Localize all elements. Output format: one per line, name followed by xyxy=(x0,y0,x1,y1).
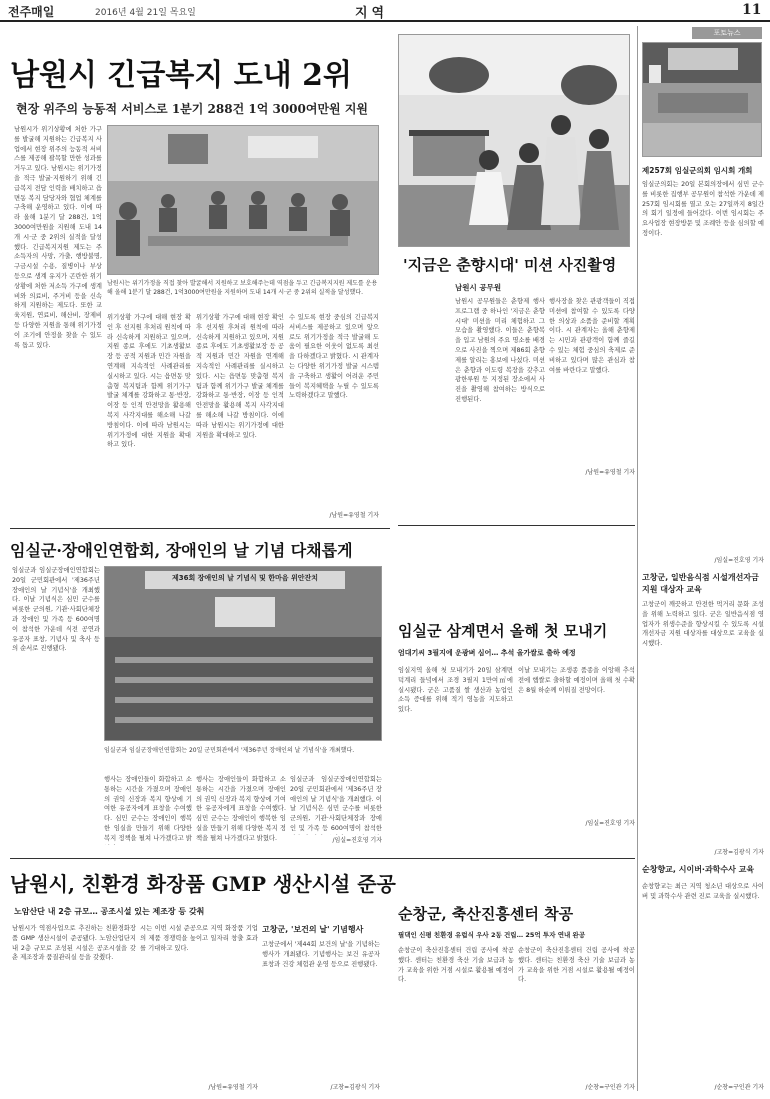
story7-subhead: 필댁인 신평 친환경 유럽식 우사 2동 건립… 25억 투자 연내 완공 xyxy=(398,931,586,939)
page-number: 11 xyxy=(742,2,762,18)
story2-col2: 행사장을 찾은 관광객들이 직접 미션에 참여할 수 있도록 다양한 의상과 소품을 준비할 계획이다. 시 관계자는 올해 춘향제는 시민과 관광객이 함께 즐길 수 있는 체험 중심의 축제로 준비하고 있다며 많은 관심과 참여를 바란다고 말했다. xyxy=(549,298,635,374)
section-name: 지역 xyxy=(355,6,389,21)
council-session-photo xyxy=(643,43,762,157)
story1-col2: 위기상황 가구에 대해 현장 확인 후 선지원 후처리 원칙에 따라 신속하게 지원하고 있으며, 지원 종료 후에도 기초생활보장 등 공적 지원과 민간 자원을 연계해 지속적인 사례관리를 실시하고 있다. 시는 읍면동 맞춤형 복지팀과 함께 위기가구 발굴 체계를 강화하고 통·반장, 이장 등 인적 안전망을 활용해 복지 사각지대를 해소해 나갈 방침이다. 이에 따라 남원시는 위기가정에 대한 지원을 확대하고 있다. xyxy=(107,314,191,449)
story2-photo xyxy=(398,34,630,247)
story3-col2: 행사는 장애인들이 화합하고 소통하는 시간을 가졌으며 장애인의 권익 신장과 복지 향상에 기여한 유공자에게 표창을 수여했다. 심민 군수는 장애인이 행복한 임실을 만들기 위해 다양한 복지 정책을 펼쳐 나가겠다고 밝 xyxy=(104,776,192,842)
sidebar-photo-caption: 제257회 임실군의회 임시회 개회 xyxy=(642,166,753,175)
story7-byline: /순창=구인관 기자 xyxy=(585,1084,635,1091)
story2-col1: 남원시 공무원들은 춘향제 행사 프로그램 중 하나인 '지금은 춘향시대' 미션을 미리 체험하고 그 모습을 촬영했다. 이들은 춘향복을 입고 남원의 주요 명소를 배경으로 사진을 찍으며 제86회 춘향제를 알리는 홍보에 나섰다. 미션은 춘향과 이도령 복장을 갖추고 광한루원 등 지정된 장소에서 사진을 촬영해 참여하는 방식으로 진행된다. xyxy=(455,298,545,403)
story7-headline: 순창군, 축산진흥센터 착공 xyxy=(398,905,574,923)
story6-col1: 고창군에서 '제44회 보건의 날'을 기념하는 행사가 개최됐다. 기념행사는 보건 유공자 표창과 건강 체험관 운영 등으로 진행됐다. xyxy=(262,941,380,968)
story5-col2: 시는 이번 시설 준공으로 지역 화장품 기업의 제품 경쟁력을 높이고 일자리 창출 효과를 기대하고 있다. xyxy=(140,925,258,952)
story5-col1: 남원시가 역점사업으로 추진하는 친환경화장품 GMP 생산시설이 준공됐다. 노암산업단지 내 2층 규모로 조성된 시설은 공조시설을 갖춘 제조장과 품질관리실 등을 갖췄다. xyxy=(12,925,136,962)
story3-col1: 임실군과 임실군장애인연합회는 20일 군민회관에서 '제36주년 장애인의 날 기념식'을 개최했다. 이날 기념식은 심민 군수를 비롯한 군의원, 기관·사회단체장과 장애인 및 가족 등 600여명이 참석한 가운데 식전 공연과 유공자 표창, 기념사 및 축사 등의 순서로 진행됐다. xyxy=(12,567,100,653)
masthead xyxy=(0,0,770,22)
sidebar-byline2: /고창=김광식 기자 xyxy=(714,849,764,856)
story4-col2: 이날 모내기는 조생종 품종을 이앙해 추석 전에 햅쌀로 출하할 예정이며 올해 첫 수확은 8월 하순께 이뤄질 전망이다. xyxy=(518,667,635,694)
story3-col3: 임실군과 임실군장애인연합회는 20일 군민회관에서 '제36주년 장애인의 날 기념식'을 개최했다. 이날 기념식은 심민 군수를 비롯한 군의원, 기관·사회단체장과 장애인 및 가족 등 600여명이 참석한 xyxy=(290,776,382,832)
photo-news-tag: 포토뉴스 xyxy=(692,27,762,39)
story3-banner: 제36회 장애인의 날 기념식 및 한마음 위안잔치 xyxy=(171,574,319,582)
story7-col2: 순창군이 축산진흥센터 건립 공사에 착공했다. 센터는 친환경 축산 기술 보급과 농가 교육을 위한 거점 시설로 활용될 예정이다. xyxy=(518,947,635,984)
story2-subhead: 남원시 공무원 xyxy=(455,283,502,292)
story4-headline: 임실군 삼계면서 올해 첫 모내기 xyxy=(398,622,608,640)
story1-col3: 수 있도록 현장 중심의 긴급복지 서비스를 제공하고 있으며 앞으로도 위기가정을 적극 발굴해 도움이 필요한 이웃이 없도록 최선을 다하겠다고 밝혔다. 시 관계자는 다양한 위기가정 발굴 시스템을 구축하고 생활이 어려운 주민들이 복지혜택을 누릴 수 있도록 노력하겠다고 말했다. xyxy=(289,314,379,400)
sidebar-col3: 순창향교는 최근 지역 청소년 대상으로 사이버 및 과학수사 관련 진로 교육을 실시했다. xyxy=(642,883,764,900)
story5-subhead: 노암산단 내 2층 규모… 공조시설 있는 제조장 등 갖춰 xyxy=(14,907,205,916)
story1-col1: 남원시가 위기상황에 처한 가구를 발굴해 지원하는 긴급복지 사업에서 현장 위주의 능동적 서비스를 제공해 괄목할 만한 성과를 거두고 있다. 남원시는 위기가정을 적극 발굴·지원하기 위해 긴급복지 전담 인력을 배치하고 읍면동 복지 담당자와 협업 체계를 구축해 운영하고 있다. 이에 따라 올해 1분기 달 288건, 1억3000여만원을 지원해 도내 14개 시·군 중 2위의 실적을 달성했다. 긴급복지지원 제도는 주 소득자의 사망, 가출, 행방불명, 구금시설 수용, 질병이나 부상 등으로 생계 유지가 곤란한 위기상황에 처한 저소득 가구에 생계비와 의료비, 주거비 등을 신속하게 지원하는 제도다. 또한 교육지원, 연료비, 해산비, 장제비 등 다양한 지원을 통해 위기가정이 조기에 안정을 찾을 수 있도록 돕고 있다. xyxy=(14,126,102,349)
newspaper-name: 전주매일 xyxy=(8,5,55,19)
story4-col1: 임실지역 올해 첫 모내기가 20일 삼계면 덕계리 들녘에서 조경 3필지 1만여㎡에 실시됐다. 군은 고품질 쌀 생산과 농업인 소득 증대를 위해 적기 영농을 지도하고 있다. xyxy=(398,667,513,714)
story1-byline: /남원=유영철 기자 xyxy=(329,512,379,519)
divider xyxy=(398,525,635,526)
story1-photo xyxy=(107,125,379,275)
sidebar-divider xyxy=(637,26,638,1091)
ceremony-hall-photo xyxy=(105,567,382,741)
story3-photo xyxy=(104,566,382,741)
issue-date: 2016년 4월 21일 목요일 xyxy=(95,8,196,18)
meeting-scene-illustration xyxy=(108,126,379,275)
story3-headline: 임실군·장애인연합회, 장애인의 날 기념 다채롭게 xyxy=(10,541,353,560)
divider xyxy=(10,858,635,859)
sidebar-h3: 순창향교, 시이버·과학수사 교육 xyxy=(642,865,755,874)
story3-col2b: 행사는 장애인들이 화합하고 소통하는 시간을 가졌으며 장애인의 권익 신장과 복지 향상에 기여한 유공자에게 표창을 수여했다. 심민 군수는 장애인이 행복한 임실을 만들기 위해 다양한 복지 정책을 펼쳐 나가겠다고 밝혔다. xyxy=(196,776,286,842)
sidebar-col1: 임실군의회는 20일 본회의장에서 심민 군수를 비롯한 집행부 공무원이 참석한 가운데 제257회 임시회를 열고 오는 27일까지 8일간의 회기 일정에 들어갔다. 이번 임시회는 주요사업장 현장방문 및 조례안 등을 심의할 예정이다. xyxy=(642,181,764,237)
story6-byline: /고창=김광식 기자 xyxy=(330,1084,380,1091)
story5-byline: /남원=유영철 기자 xyxy=(208,1084,258,1091)
sidebar-photo xyxy=(642,42,762,157)
story5-headline: 남원시, 친환경 화장품 GMP 생산시설 준공 xyxy=(10,872,396,896)
sidebar-byline3: /순창=구인관 기자 xyxy=(714,1084,764,1091)
story3-caption: 임실군과 임실군장애인연합회는 20일 군민회관에서 '제36주년 장애인의 날 기념식'을 개최했다. xyxy=(104,747,355,754)
story1-headline: 남원시 긴급복지 도내 2위 xyxy=(10,58,353,93)
sidebar-h2: 고창군, 일반음식점 시설개선자금 지원 대상자 교육 xyxy=(642,573,759,594)
divider xyxy=(10,528,390,529)
story4-byline: /임실=진호영 기자 xyxy=(585,820,635,827)
story1-col2b: 위기상황 가구에 대해 현장 확인 후 선지원 후처리 원칙에 따라 신속하게 지원하고 있으며, 지원 종료 후에도 기초생활보장 등 공적 지원과 민간 자원을 연계해 지속적인 사례관리를 실시하고 있다. 시는 읍면동 맞춤형 복지팀과 함께 위기가구 발굴 체계를 강화하고 통·반장, 이장 등 인적 안전망을 활용해 복지 사각지대를 해소해 나갈 방침이다. 이에 따라 남원시는 위기가정에 대한 지원을 확대하고 있다. xyxy=(196,314,284,439)
story4-subhead: 엄대기씨 3필지에 운광벼 심어… 추석 올가쌀로 출하 예정 xyxy=(398,649,576,657)
story6-headline: 고창군, '보건의 날' 기념행사 xyxy=(262,925,364,934)
story1-subhead: 현장 위주의 능동적 서비스로 1분기 288건 1억 3000여만원 지원 xyxy=(16,102,369,116)
story2-headline: '지금은 춘향시대' 미션 사진촬영 xyxy=(403,256,617,274)
chunhyang-costume-photo xyxy=(399,35,630,247)
story3-byline: /임실=진호영 기자 xyxy=(332,837,382,844)
story2-byline: /남원=유영철 기자 xyxy=(585,469,635,476)
story1-photo-caption: 남원시는 위기가정을 직접 찾아 발굴해서 지원하고 보호해주는데 역점을 두고 긴급복지지원 제도를 운용해 올해 1분기 달 288건, 1억3000여만원을 지원하며 도내 14개 시·군 중 2위의 실적을 달성했다. xyxy=(107,280,378,296)
sidebar-byline1: /임실=진호영 기자 xyxy=(714,557,764,564)
story7-col1: 순창군이 축산진흥센터 건립 공사에 착공했다. 센터는 친환경 축산 기술 보급과 농가 교육을 위한 거점 시설로 활용될 예정이다. xyxy=(398,947,514,984)
sidebar-col2: 고창군이 깨끗하고 안전한 먹거리 문화 조성을 위해 노력하고 있다. 군은 일반음식점 영업자가 위생수준을 향상시킬 수 있도록 시설개선자금 지원 대상자를 대상으로 교육을 실시했다. xyxy=(642,601,764,648)
